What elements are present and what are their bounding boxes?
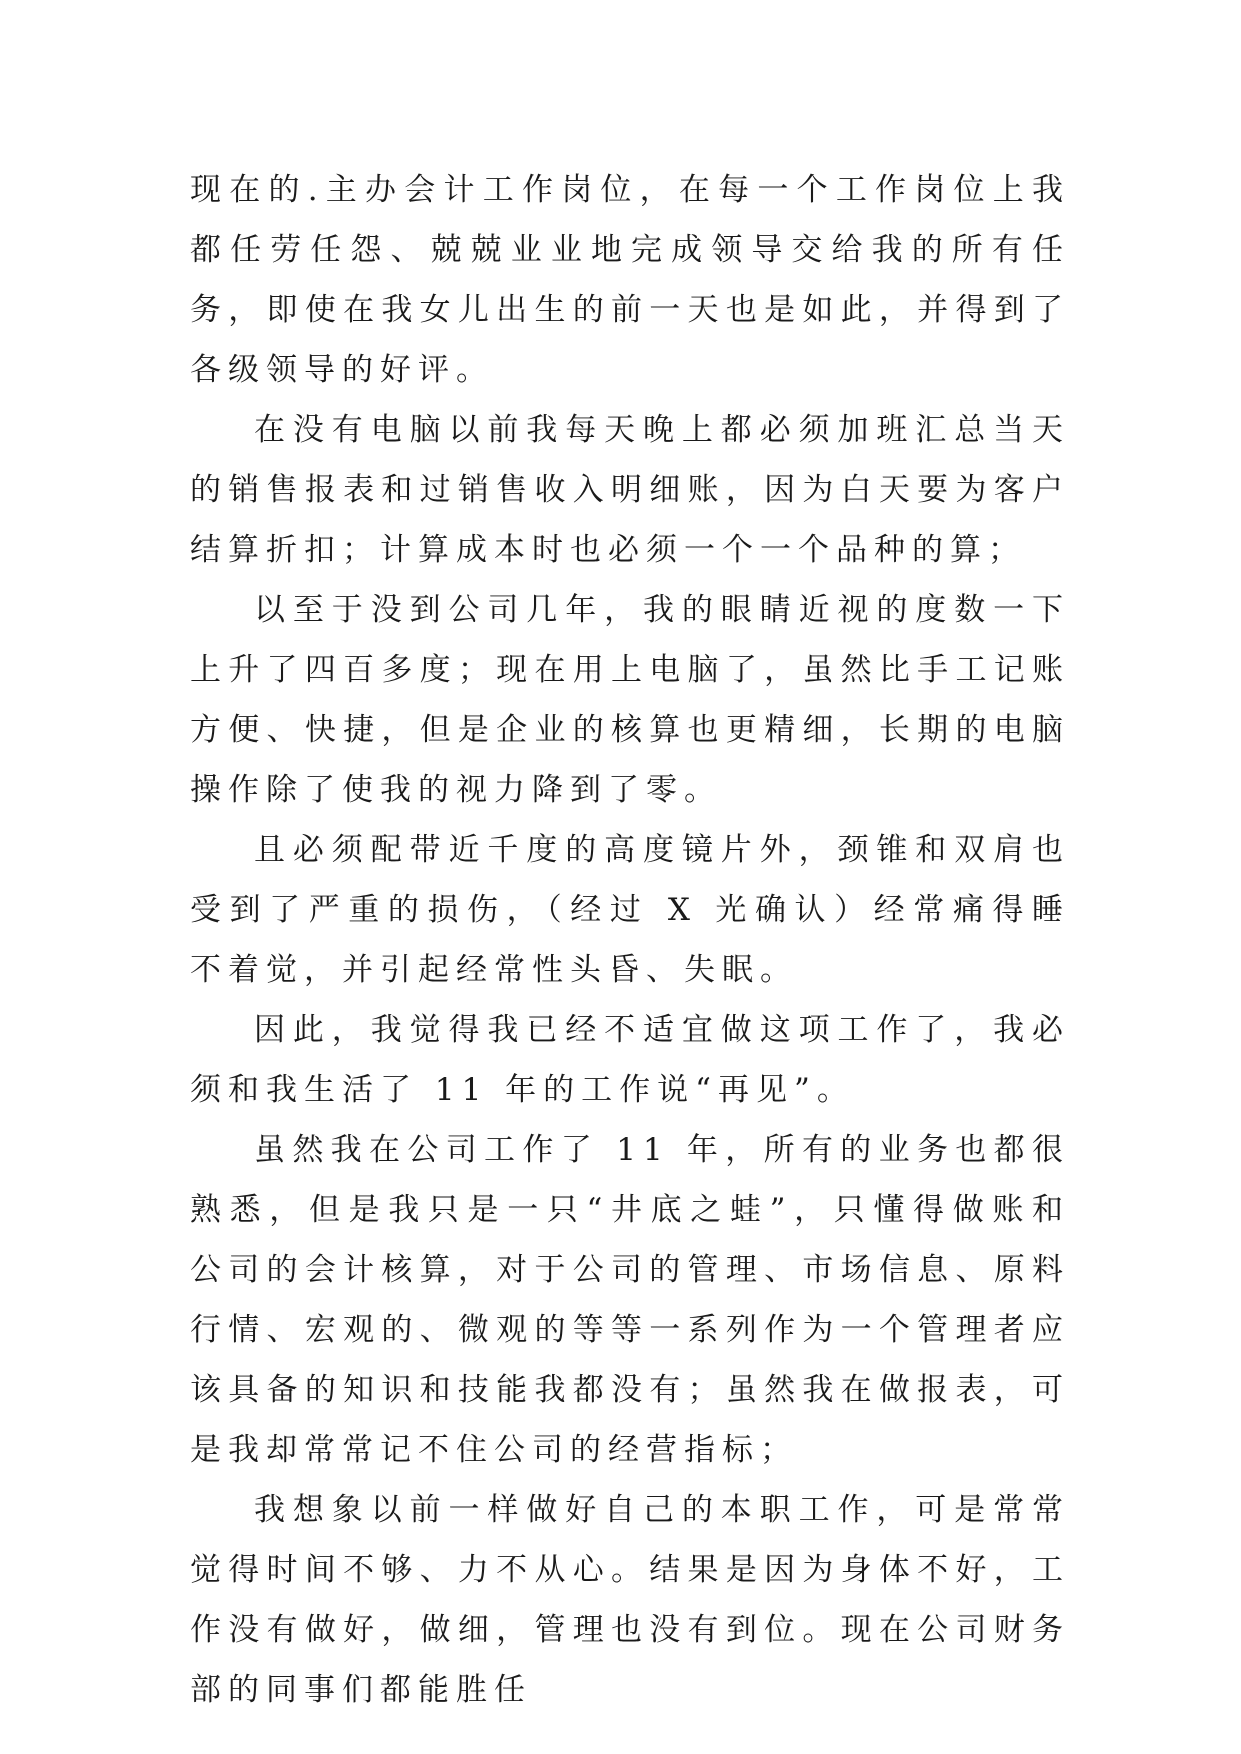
paragraph: 在没有电脑以前我每天晚上都必须加班汇总当天的销售报表和过销售收入明细账，因为白天要为客户结算折扣；计算成本时也必须一个一个品种的算； [190,412,1070,568]
paragraph: 虽然我在公司工作了 11 年，所有的业务也都很熟悉，但是我只是一只“井底之蛙”，只懂得做账和公司的会计核算，对于公司的管理、市场信息、原料行情、宏观的、微观的等等一系列作为一个管理者应该具备的知识和技能我都没有；虽然我在做报表，可是我却常常记不住公司的经营指标； [190,1132,1070,1468]
paragraph: 且必须配带近千度的高度镜片外，颈锥和双肩也受到了严重的损伤，（经过 X 光确认）经常痛得睡不着觉，并引起经常性头昏、失眠。 [190,832,1070,988]
paragraph: 因此，我觉得我已经不适宜做这项工作了，我必须和我生活了 11 年的工作说“再见”。 [190,1012,1070,1108]
paragraph: 现在的.主办会计工作岗位，在每一个工作岗位上我都任劳任怨、兢兢业业地完成领导交给我的所有任务，即使在我女儿出生的前一天也是如此，并得到了各级领导的好评。 [190,172,1070,388]
paragraph: 我想象以前一样做好自己的本职工作，可是常常觉得时间不够、力不从心。结果是因为身体不好，工作没有做好，做细，管理也没有到位。现在公司财务部的同事们都能胜任 [190,1492,1070,1708]
document-body [190,160,1070,1720]
paragraph: 以至于没到公司几年，我的眼睛近视的度数一下上升了四百多度；现在用上电脑了，虽然比手工记账方便、快捷，但是企业的核算也更精细，长期的电脑操作除了使我的视力降到了零。 [190,592,1070,808]
